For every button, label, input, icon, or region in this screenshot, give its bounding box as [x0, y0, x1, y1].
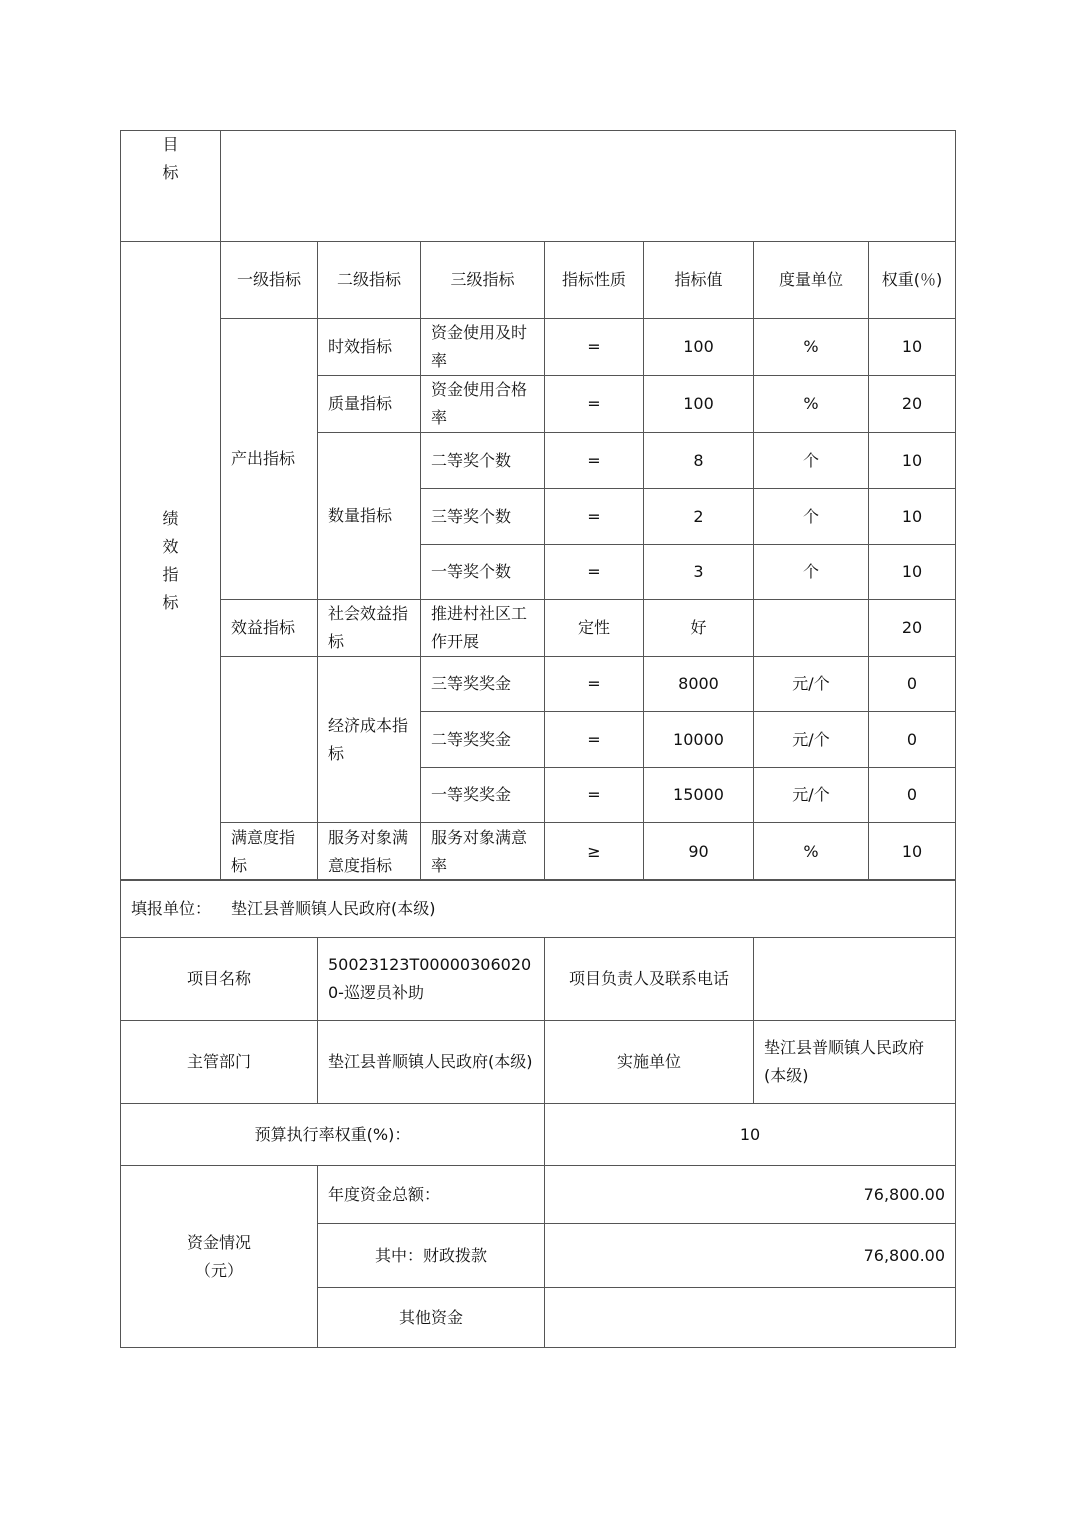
fiscal-label: 其中：财政拨款 — [318, 1224, 545, 1288]
header-level1: 一级指标 — [221, 242, 318, 319]
weight: 0 — [869, 657, 956, 712]
level3-name: 三等奖奖金 — [421, 657, 545, 712]
nature: = — [545, 657, 644, 712]
goal-content — [221, 131, 956, 242]
level2-quantity: 数量指标 — [318, 433, 421, 600]
budget-rate-value: 10 — [545, 1104, 956, 1166]
impl-label: 实施单位 — [545, 1021, 754, 1104]
level1-output: 产出指标 — [221, 319, 318, 600]
value: 好 — [644, 600, 754, 657]
level3-name: 二等奖奖金 — [421, 712, 545, 768]
header-unit: 度量单位 — [754, 242, 869, 319]
dept-label: 主管部门 — [121, 1021, 318, 1104]
weight: 20 — [869, 376, 956, 433]
value: 8000 — [644, 657, 754, 712]
unit: 元/个 — [754, 657, 869, 712]
nature: = — [545, 433, 644, 489]
budget-rate-label: 预算执行率权重(%)： — [121, 1104, 545, 1166]
value: 10000 — [644, 712, 754, 768]
level2-service: 服务对象满意度指标 — [318, 823, 421, 881]
other-funds-label: 其他资金 — [318, 1288, 545, 1348]
nature: = — [545, 712, 644, 768]
header-weight: 权重(％) — [869, 242, 956, 319]
unit — [754, 600, 869, 657]
project-name-label: 项目名称 — [121, 938, 318, 1021]
weight: 10 — [869, 545, 956, 600]
unit: % — [754, 823, 869, 881]
table-row — [121, 319, 956, 376]
header-value: 指标值 — [644, 242, 754, 319]
level3-name: 资金使用合格率 — [421, 376, 545, 433]
value: 90 — [644, 823, 754, 881]
contact-label: 项目负责人及联系电话 — [545, 938, 754, 1021]
header-nature: 指标性质 — [545, 242, 644, 319]
level3-name: 二等奖个数 — [421, 433, 545, 489]
header-level2: 二级指标 — [318, 242, 421, 319]
level3-name: 三等奖个数 — [421, 489, 545, 545]
weight: 10 — [869, 319, 956, 376]
fill-unit-value: 垫江县普顺镇人民政府(本级) — [231, 898, 436, 918]
weight: 10 — [869, 489, 956, 545]
unit: % — [754, 319, 869, 376]
weight: 0 — [869, 768, 956, 823]
level1-cost — [221, 657, 318, 823]
nature: = — [545, 376, 644, 433]
funds-label: 资金情况 （元） — [121, 1166, 318, 1348]
annual-total-value: 76,800.00 — [545, 1166, 956, 1224]
value: 15000 — [644, 768, 754, 823]
unit: 个 — [754, 545, 869, 600]
value: 100 — [644, 376, 754, 433]
weight: 10 — [869, 433, 956, 489]
value: 8 — [644, 433, 754, 489]
contact-value — [754, 938, 956, 1021]
level3-name: 资金使用及时率 — [421, 319, 545, 376]
unit: 元/个 — [754, 768, 869, 823]
level1-satisfaction: 满意度指标 — [221, 823, 318, 881]
dept-value: 垫江县普顺镇人民政府(本级) — [318, 1021, 545, 1104]
unit: 元/个 — [754, 712, 869, 768]
fiscal-value: 76,800.00 — [545, 1224, 956, 1288]
unit: % — [754, 376, 869, 433]
level2-social: 社会效益指标 — [318, 600, 421, 657]
impl-value: 垫江县普顺镇人民政府(本级) — [754, 1021, 956, 1104]
unit: 个 — [754, 489, 869, 545]
nature: ≥ — [545, 823, 644, 881]
header-level3: 三级指标 — [421, 242, 545, 319]
nature: = — [545, 545, 644, 600]
nature: = — [545, 768, 644, 823]
weight: 20 — [869, 600, 956, 657]
other-funds-value — [545, 1288, 956, 1348]
value: 100 — [644, 319, 754, 376]
perf-indicator-label: 绩 效 指 标 — [121, 242, 221, 881]
project-info-table — [120, 879, 956, 1348]
level2-timeliness: 时效指标 — [318, 319, 421, 376]
table-row — [121, 657, 956, 712]
level3-name: 推进村社区工作开展 — [421, 600, 545, 657]
table-row — [121, 600, 956, 657]
performance-table — [120, 130, 956, 881]
nature: 定性 — [545, 600, 644, 657]
value: 2 — [644, 489, 754, 545]
level2-economic: 经济成本指标 — [318, 657, 421, 823]
fill-unit-label: 填报单位： — [131, 898, 212, 918]
level2-quality: 质量指标 — [318, 376, 421, 433]
unit: 个 — [754, 433, 869, 489]
table-row — [121, 823, 956, 881]
nature: = — [545, 489, 644, 545]
value: 3 — [644, 545, 754, 600]
goal-label: 目 标 — [121, 131, 221, 242]
level3-name: 一等奖奖金 — [421, 768, 545, 823]
nature: = — [545, 319, 644, 376]
fill-unit-row — [121, 880, 956, 938]
level3-name: 服务对象满意率 — [421, 823, 545, 881]
level1-benefit: 效益指标 — [221, 600, 318, 657]
project-name-value: 50023123T000003060200-巡逻员补助 — [318, 938, 545, 1021]
level3-name: 一等奖个数 — [421, 545, 545, 600]
annual-total-label: 年度资金总额： — [318, 1166, 545, 1224]
weight: 10 — [869, 823, 956, 881]
weight: 0 — [869, 712, 956, 768]
